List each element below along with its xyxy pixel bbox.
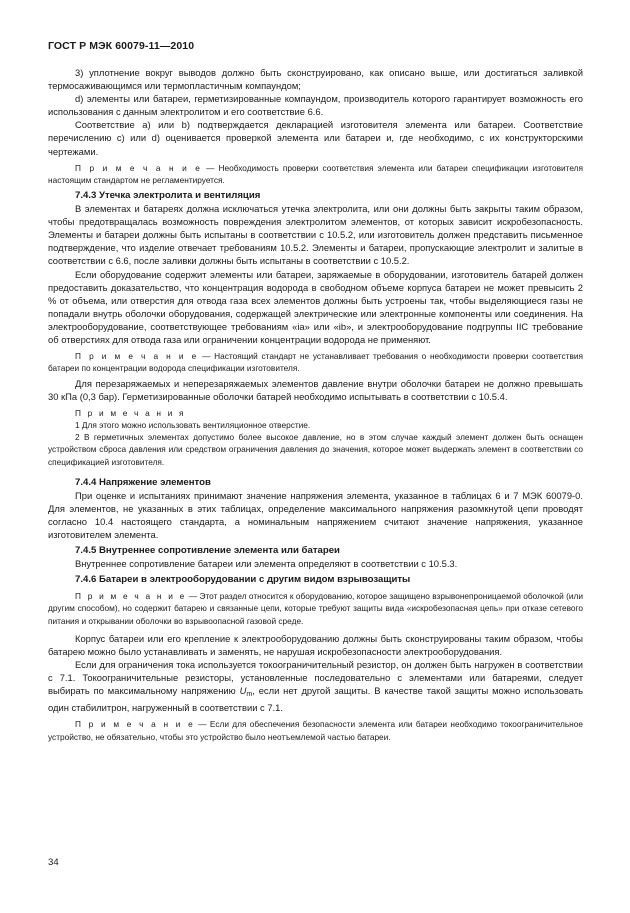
paragraph: Если для ограничения тока используется токоограничительный резистор, он должен быть нагружен в соответствии с 7.1. Токоограничительные резисторы, установленные последовательно с элементами или батареями, следует выбирать по максимальному напряжению $U_m$, если нет другой защиты. В качестве такой защиты можно использовать один стабилитрон, нагруженный в соответствии с 7.1.	[48, 658, 583, 714]
symbol-subscript: m	[246, 691, 253, 699]
paragraph: d) элементы или батареи, герметизированные компаундом, производитель которого гарантирует возможность его использования с данным электролитом и его соответствие 6.6.	[48, 93, 583, 118]
note-label: П р и м е ч а н и е	[75, 351, 199, 362]
section-heading-7-4-4: 7.4.4 Напряжение элементов	[75, 476, 211, 488]
note-text: — Если для обеспечения безопасности элемента или батареи необходимо токоограничительное устройство, не обязательно, чтобы это устройство было неотъемлемой частью батареи.	[48, 719, 583, 742]
notes-label: П р и м е ч а н и я	[75, 407, 186, 418]
note	[48, 590, 583, 627]
paragraph: При оценке и испытаниях принимают значение напряжения элемента, указанное в таблицах 6 и 7 МЭК 60079-0. Для элементов, не указанных в этих таблицах, определение максимального напряжения разомкнутой цепи проводят согласно 10.4 настоящего стандарта, а номинальным напряжением считают значение напряжения, указанное изготовителем элемента.	[48, 489, 583, 540]
paragraph: 3) уплотнение вокруг выводов должно быть сконструировано, как описано выше, или достигаться заливкой термосаживающимся или термопластичным компаундом;	[48, 67, 583, 92]
note-text: — Настоящий стандарт не устанавливает требования о необходимости проверки соответствия батареи по концентрации водорода спецификации изготовителя.	[48, 351, 583, 374]
note	[48, 350, 583, 374]
document-page	[48, 40, 583, 745]
note-item: 2 В герметичных элементах допустимо более высокое давление, но в этом случае каждый элемент должен быть оснащен устройством сброса давления или средством ограничения давления до значения, которое может выдержать элемент в соответствии со спецификацией изготовителя.	[48, 432, 583, 467]
paragraph: Внутреннее сопротивление батареи или элемента определяют в соответствии с 10.5.3.	[75, 558, 458, 570]
section-heading-7-4-5: 7.4.5 Внутреннее сопротивление элемента или батареи	[75, 545, 340, 557]
symbol-u: U	[239, 685, 247, 697]
note-text: — Этот раздел относится к оборудованию, которое защищено взрывонепроницаемой оболочкой (или другим способом), но содержит батарею и связанные цепи, которые требуют защиты вида «искробезопасная цепь» при отказе сетевого питания и открывании оболочки во взрывоопасной газовой среде.	[48, 591, 583, 626]
paragraph: Если оборудование содержит элементы или батареи, заряжаемые в оборудовании, изготовитель батарей должен предоставить доказательство, что концентрация водорода в свободном объеме корпуса батареи не может превысить 2 % от объема, или отверстия для отвода газа всех элементов должны быть устроены так, чтобы выделяющиеся газы не попадали внутрь оболочки оборудования, содержащей электрические или электронные компоненты или соединения. На электрооборудование, соответствующее требованиям «ia» или «ib», и электрооборудование подгруппы IIC требование об отверстиях для отвода газа или ограничении концентрации водорода не применяют.	[48, 268, 583, 345]
note-label: П р и м е ч а н и е	[75, 719, 195, 730]
note-item: 1 Для этого можно использовать вентиляционное отверстие.	[75, 419, 311, 430]
page-number: 34	[48, 857, 59, 868]
note-text: — Необходимость проверки соответствия элемента или батареи спецификации изготовителя настоящим стандартом не регламентируется.	[48, 162, 583, 185]
note	[48, 718, 583, 742]
paragraph: Для перезаряжаемых и неперезаряжаемых элементов давление внутри оболочки батареи не должно превышать 30 кПа (0,3 бар). Герметизированные оболочки батарей необходимо испытывать в соответствии с 10.5.4.	[48, 377, 583, 402]
section-heading-7-4-3: 7.4.3 Утечка электролита и вентиляция	[75, 190, 261, 202]
note-label: П р и м е ч а н и е	[75, 162, 203, 173]
paragraph: Корпус батареи или его крепление к электрооборудованию должны быть сконструированы таким образом, чтобы батарею можно было устанавливать и заменять, не нарушая искробезопасности электрооборудования.	[48, 632, 583, 657]
paragraph: Соответствие a) или b) подтверждается декларацией изготовителя элемента или батареи. Соответствие перечислению c) или d) оценивается проверкой элемента или батареи и, где необходимо, с их конструкторскими чертежами.	[48, 119, 583, 157]
paragraph: В элементах и батареях должна исключаться утечка электролита, или они должны быть закрыты таким образом, чтобы предотвращалась возможность повреждения электролитом элементов, от которых зависит искробезопасность. Элементы и батареи должны быть испытаны в соответствии с 10.5.2, или изготовитель должен представить письменное подтверждение, что изделие отвечает требованиям 10.5.2. Элементы и батареи, пропускающие электролит и залитые в соответствии с 6.6, после заливки должны быть испытаны в соответствии с 10.5.2.	[48, 203, 583, 267]
running-header: ГОСТ Р МЭК 60079-11—2010	[48, 40, 195, 52]
note-label: П р и м е ч а н и е	[75, 591, 187, 602]
note	[48, 162, 583, 186]
section-heading-7-4-6: 7.4.6 Батареи в электрооборудовании с другим видом взрывозащиты	[75, 574, 411, 586]
